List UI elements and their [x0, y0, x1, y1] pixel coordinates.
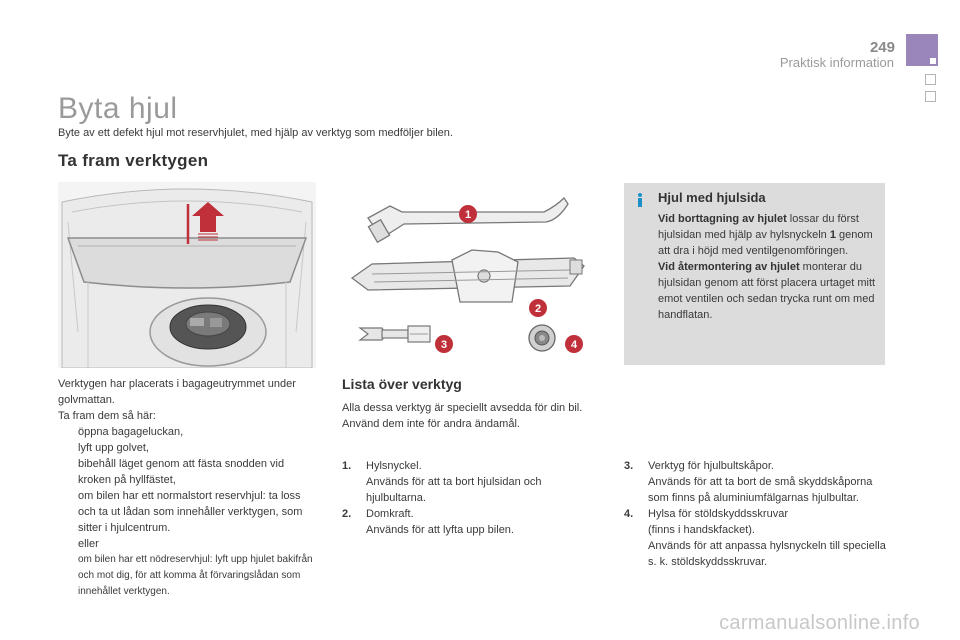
callout-4-label: 4: [570, 339, 578, 351]
bullet-icon: [58, 488, 78, 536]
callout-2: [529, 299, 547, 317]
intro-text: Byte av ett defekt hjul mot reservhjulet, med hjälp av verktyg som medföljer bilen.: [58, 127, 453, 139]
tools-list-right: [624, 458, 886, 570]
list-item: om bilen har ett normalstort reservhjul: ta loss och ta ut lådan som innehåller verktygen, som sitter i hjulcentrum.: [58, 488, 320, 536]
page-title: Byta hjul: [58, 92, 178, 125]
list-item: om bilen har ett nödreservhjul: lyft upp hjulet bakifrån och mot dig, för att komma åt förvaringslådan som innehållet verktygen.: [58, 552, 320, 600]
bullet-icon: [58, 424, 78, 440]
info-box-text: [658, 211, 880, 323]
list-item: 1. Hylsnyckel. Används för att ta bort hjulsidan och hjulbultarna.: [342, 460, 542, 504]
section-heading: Ta fram verktygen: [58, 151, 209, 170]
list-item: 4. Hylsa för stöldskyddsskruvar (finns i handskfacket). Används för att anpassa hylsnyckeln till speciella s. k. stöldskyddsskruvar.: [624, 508, 886, 568]
tools-description: Alla dessa verktyg är speciellt avsedda för din bil. Använd dem inte för andra ändamål.: [342, 402, 583, 430]
chapter-tab-box: [925, 91, 936, 102]
left-paragraph-2: Ta fram dem så här:: [58, 410, 156, 422]
page-number: 249: [869, 39, 895, 56]
list-item: bibehåll läget genom att fästa snodden vid kroken på hyllfästet,: [58, 456, 320, 488]
bullet-icon: [58, 456, 78, 488]
callout-3: [435, 335, 453, 353]
tools-list-left: [342, 458, 600, 538]
left-column-text: [58, 376, 320, 600]
tools-heading: Lista över verktyg: [342, 376, 462, 392]
info-paragraph-refit: Vid återmontering av hjulet monterar du hjulsidan genom att först placera urtaget mitt emot ventilen och sedan trycka runt om med handflatan.: [658, 261, 876, 321]
info-box-heading: Hjul med hjulsida: [658, 190, 766, 205]
trunk-illustration: [58, 182, 316, 368]
watermark: carmanualsonline.info: [719, 612, 920, 634]
or-text: eller: [78, 538, 99, 550]
info-paragraph-removal: Vid borttagning av hjulet lossar du först hjulsidan med hjälp av hylsnyckeln 1 genom att dra i höjd med ventilgenomföringen.: [658, 213, 873, 257]
callout-2-label: 2: [534, 303, 542, 315]
section-label: Praktisk information: [779, 55, 894, 70]
bullet-icon: [58, 440, 78, 456]
callout-4: [565, 335, 583, 353]
list-item: 2. Domkraft. Används för att lyfta upp bilen.: [342, 508, 514, 536]
list-item: 3. Verktyg för hjulbultskåpor. Används för att ta bort de små skyddskåporna som finns på aluminiumfälgarnas hjulbultar.: [624, 460, 873, 504]
chapter-tab-marker: [930, 58, 936, 64]
callout-1: [459, 205, 477, 223]
left-paragraph-1: Verktygen har placerats i bagageutrymmet under golvmattan.: [58, 378, 296, 406]
list-item: öppna bagageluckan,: [58, 424, 320, 440]
chapter-tab-box: [925, 74, 936, 85]
callout-3-label: 3: [440, 339, 448, 351]
info-icon: [632, 192, 648, 208]
bullet-icon: [58, 552, 78, 600]
list-item: lyft upp golvet,: [58, 440, 320, 456]
callout-1-label: 1: [464, 209, 472, 221]
tools-illustration: [342, 190, 594, 370]
